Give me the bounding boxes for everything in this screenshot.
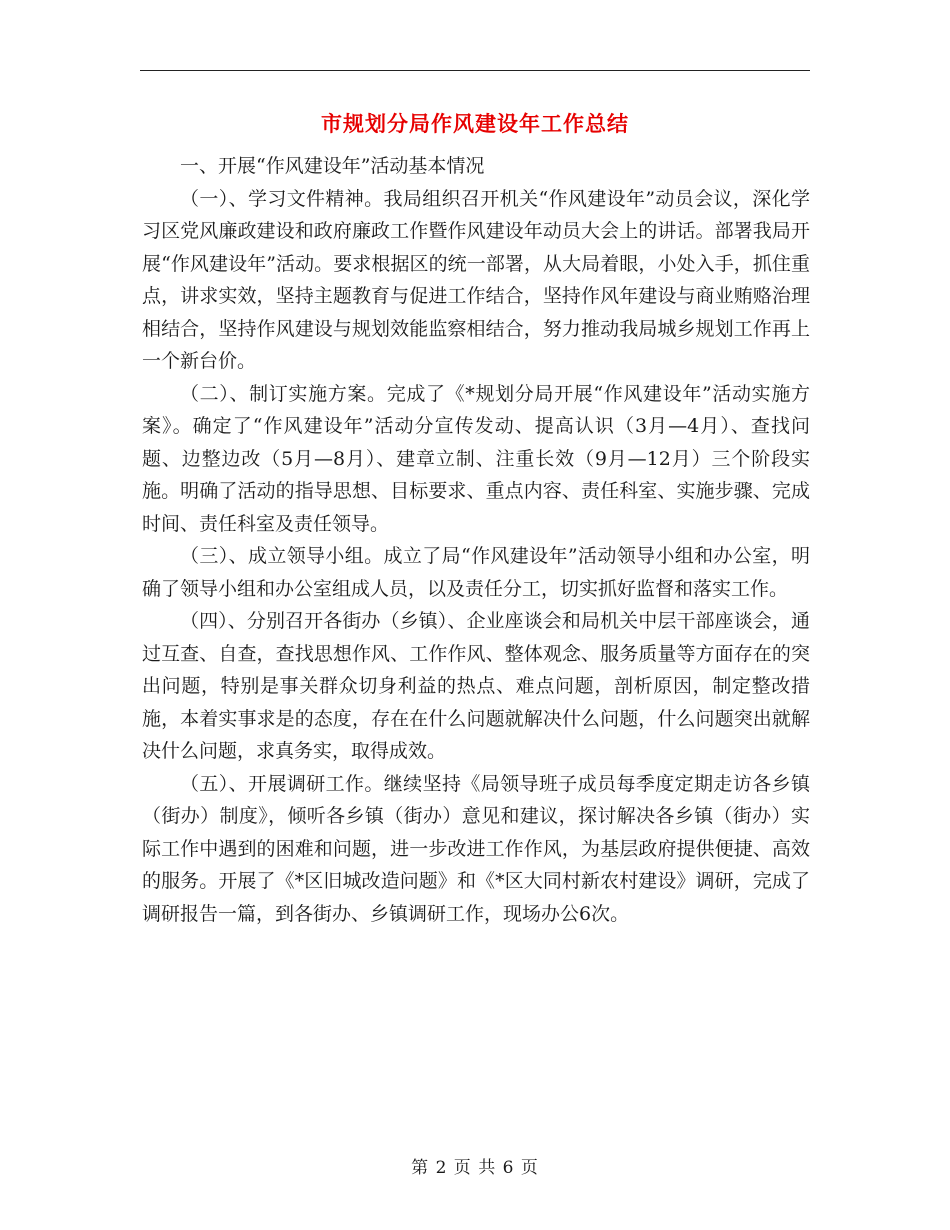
- paragraph-leading-group: （三）、成立领导小组。成立了局“作风建设年”活动领导小组和办公室，明确了领导小组和办公室组成人员，以及责任分工，切实抓好监督和落实工作。: [142, 545, 810, 600]
- page-number-footer: 第 2 页 共 6 页: [411, 1158, 539, 1178]
- section-heading: 一、开展“作风建设年”活动基本情况: [180, 155, 485, 177]
- document-body: [142, 150, 810, 930]
- paragraph-study-documents: （一）、学习文件精神。我局组织召开机关“作风建设年”动员会议，深化学习区党风廉政建设和政府廉政工作暨作风建设年动员大会上的讲话。部署我局开展“作风建设年”活动。要求根据区的统一部署，从大局着眼，小处入手，抓住重点，讲求实效，坚持主题教育与促进工作结合，坚持作风年建设与商业贿赂治理相结合，坚持作风建设与规划效能监察相结合，努力推动我局城乡规划工作再上一个新台价。: [142, 187, 810, 372]
- paragraph-implementation-plan: （二）、制订实施方案。完成了《*规划分局开展“作风建设年”活动实施方案》。确定了“作风建设年”活动分宣传发动、提高认识（3月—4月）、查找问题、边整边改（5月—8月）、建章立制、注重长效（9月—12月）三个阶段实施。明确了活动的指导思想、目标要求、重点内容、责任科室、实施步骤、完成时间、责任科室及责任领导。: [142, 382, 810, 535]
- header-rule: [140, 70, 810, 71]
- document-title: 市规划分局作风建设年工作总结: [321, 111, 629, 136]
- paragraph-research-work: （五）、开展调研工作。继续坚持《局领导班子成员每季度定期走访各乡镇（街办）制度》，倾听各乡镇（街办）意见和建议，探讨解决各乡镇（街办）实际工作中遇到的困难和问题，进一步改进工作作风，为基层政府提供便捷、高效的服务。开展了《*区旧城改造问题》和《*区大同村新农村建设》调研，完成了调研报告一篇，到各街办、乡镇调研工作，现场办公6次。: [142, 772, 810, 925]
- paragraph-symposiums: （四）、分别召开各街办（乡镇）、企业座谈会和局机关中层干部座谈会，通过互查、自查，查找思想作风、工作作风、整体观念、服务质量等方面存在的突出问题，特别是事关群众切身利益的热点、难点问题，剖析原因，制定整改措施，本着实事求是的态度，存在在什么问题就解决什么问题，什么问题突出就解决什么问题，求真务实，取得成效。: [142, 610, 810, 762]
